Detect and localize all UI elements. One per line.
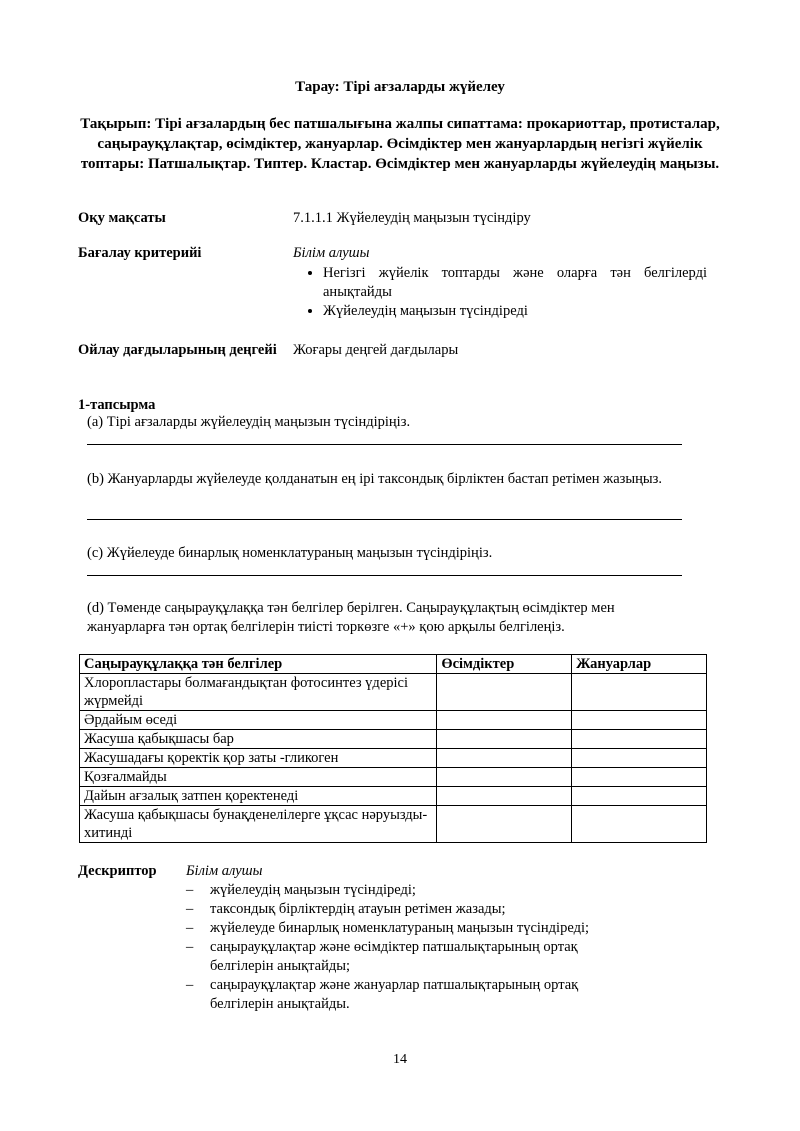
question-a: (a) Тірі ағзаларды жүйелеудің маңызын түсіндіріңіз. — [87, 414, 411, 430]
criteria-list — [293, 264, 707, 321]
descriptor-item: – саңырауқұлақтар және жануарлар патшалықтарының ортақ белгілерін анықтайды. — [186, 977, 579, 1012]
table-row — [80, 674, 707, 711]
table-row — [80, 711, 707, 730]
descriptor-label: Дескриптор — [78, 863, 157, 879]
task-title: 1-тапсырма — [78, 397, 156, 413]
answer-line-b[interactable] — [87, 519, 682, 520]
thinking-level-value: Жоғары деңгей дағдылары — [293, 342, 459, 358]
table-row — [80, 749, 707, 768]
dash-bullet: – — [186, 920, 194, 936]
trait-cell: Жасуша қабықшасы бунақденелілерге ұқсас нәруызды-хитинді — [80, 806, 437, 843]
animals-mark-cell[interactable] — [572, 711, 707, 730]
criteria-lead: Білім алушы — [293, 245, 370, 261]
table-row — [80, 787, 707, 806]
trait-cell: Қозғалмайды — [80, 768, 437, 787]
plants-mark-cell[interactable] — [437, 806, 572, 843]
header-animals: Жануарлар — [572, 655, 707, 674]
descriptor-lead: Білім алушы — [186, 863, 263, 879]
descriptor-block — [186, 862, 656, 1014]
thinking-level-label: Ойлау дағдыларының деңгейі — [78, 342, 277, 358]
table-row — [80, 768, 707, 787]
dash-bullet: – — [186, 882, 194, 898]
trait-cell: Дайын ағзалық затпен қоректенеді — [80, 787, 437, 806]
dash-bullet: – — [186, 939, 194, 955]
traits-table — [79, 654, 707, 843]
criteria-item: • Жүйелеудің маңызын түсіндіреді — [323, 302, 707, 321]
criteria-block — [293, 244, 707, 321]
plants-mark-cell[interactable] — [437, 768, 572, 787]
plants-mark-cell[interactable] — [437, 711, 572, 730]
animals-mark-cell[interactable] — [572, 674, 707, 711]
question-d: (d) Төменде саңырауқұлаққа тән белгілер берілген. Саңырауқұлақтың өсімдіктер мен жануарларға тән ортақ белгілерін тиісті торкөзге «+» қою арқылы белгілеңіз. — [87, 600, 615, 635]
table-row — [80, 806, 707, 843]
descriptor-item: – таксондық бірліктердің атауын ретімен жазады; — [186, 901, 506, 917]
descriptor-item: – саңырауқұлақтар және өсімдіктер патшалықтарының ортақ белгілерін анықтайды; — [186, 939, 578, 974]
table-row — [80, 730, 707, 749]
objective-label: Оқу мақсаты — [78, 210, 166, 226]
plants-mark-cell[interactable] — [437, 730, 572, 749]
trait-cell: Жасушадағы қоректік қор заты -гликоген — [80, 749, 437, 768]
header-plants: Өсімдіктер — [437, 655, 572, 674]
answer-line-c[interactable] — [87, 575, 682, 576]
question-c: (c) Жүйелеуде бинарлық номенклатураның маңызын түсіндіріңіз. — [87, 545, 493, 561]
topic-title: Тақырып: Тірі ағзалардың бес патшалығына жалпы сипаттама: прокариоттар, протисталар, саңырауқұлақтар, өсімдіктер, жануарлар. Өсімдіктер мен жануарлардың негізгі жүйелік топтары: Патшалықтар. Типтер. Кластар. Өсімдіктер мен жануарларды жүйелеудің маңызы. — [80, 116, 720, 172]
animals-mark-cell[interactable] — [572, 749, 707, 768]
plants-mark-cell[interactable] — [437, 674, 572, 711]
section-title: Тарау: Тірі ағзаларды жүйелеу — [295, 79, 505, 95]
descriptor-list — [186, 881, 656, 1014]
animals-mark-cell[interactable] — [572, 730, 707, 749]
page-number: 14 — [393, 1052, 407, 1067]
criteria-item: • Негізгі жүйелік топтарды және оларға тән белгілерді анықтайды — [323, 264, 707, 302]
dash-bullet: – — [186, 901, 194, 917]
animals-mark-cell[interactable] — [572, 768, 707, 787]
trait-cell: Хлоропластары болмағандықтан фотосинтез үдерісі жүрмейді — [80, 674, 437, 711]
objective-value: 7.1.1.1 Жүйелеудің маңызын түсіндіру — [293, 210, 531, 226]
dash-bullet: – — [186, 977, 194, 993]
question-b: (b) Жануарларды жүйелеуде қолданатын ең ірі таксондық бірліктен бастап ретімен жазыңыз. — [87, 471, 662, 487]
header-traits: Саңырауқұлаққа тән белгілер — [80, 655, 437, 674]
table-header-row — [80, 655, 707, 674]
plants-mark-cell[interactable] — [437, 749, 572, 768]
animals-mark-cell[interactable] — [572, 806, 707, 843]
plants-mark-cell[interactable] — [437, 787, 572, 806]
trait-cell: Әрдайым өседі — [80, 711, 437, 730]
descriptor-item: – жүйелеуде бинарлық номенклатураның маңызын түсіндіреді; — [186, 920, 590, 936]
descriptor-item: – жүйелеудің маңызын түсіндіреді; — [186, 882, 416, 898]
animals-mark-cell[interactable] — [572, 787, 707, 806]
answer-line-a[interactable] — [87, 444, 682, 445]
trait-cell: Жасуша қабықшасы бар — [80, 730, 437, 749]
criteria-label: Бағалау критерийі — [78, 245, 202, 261]
